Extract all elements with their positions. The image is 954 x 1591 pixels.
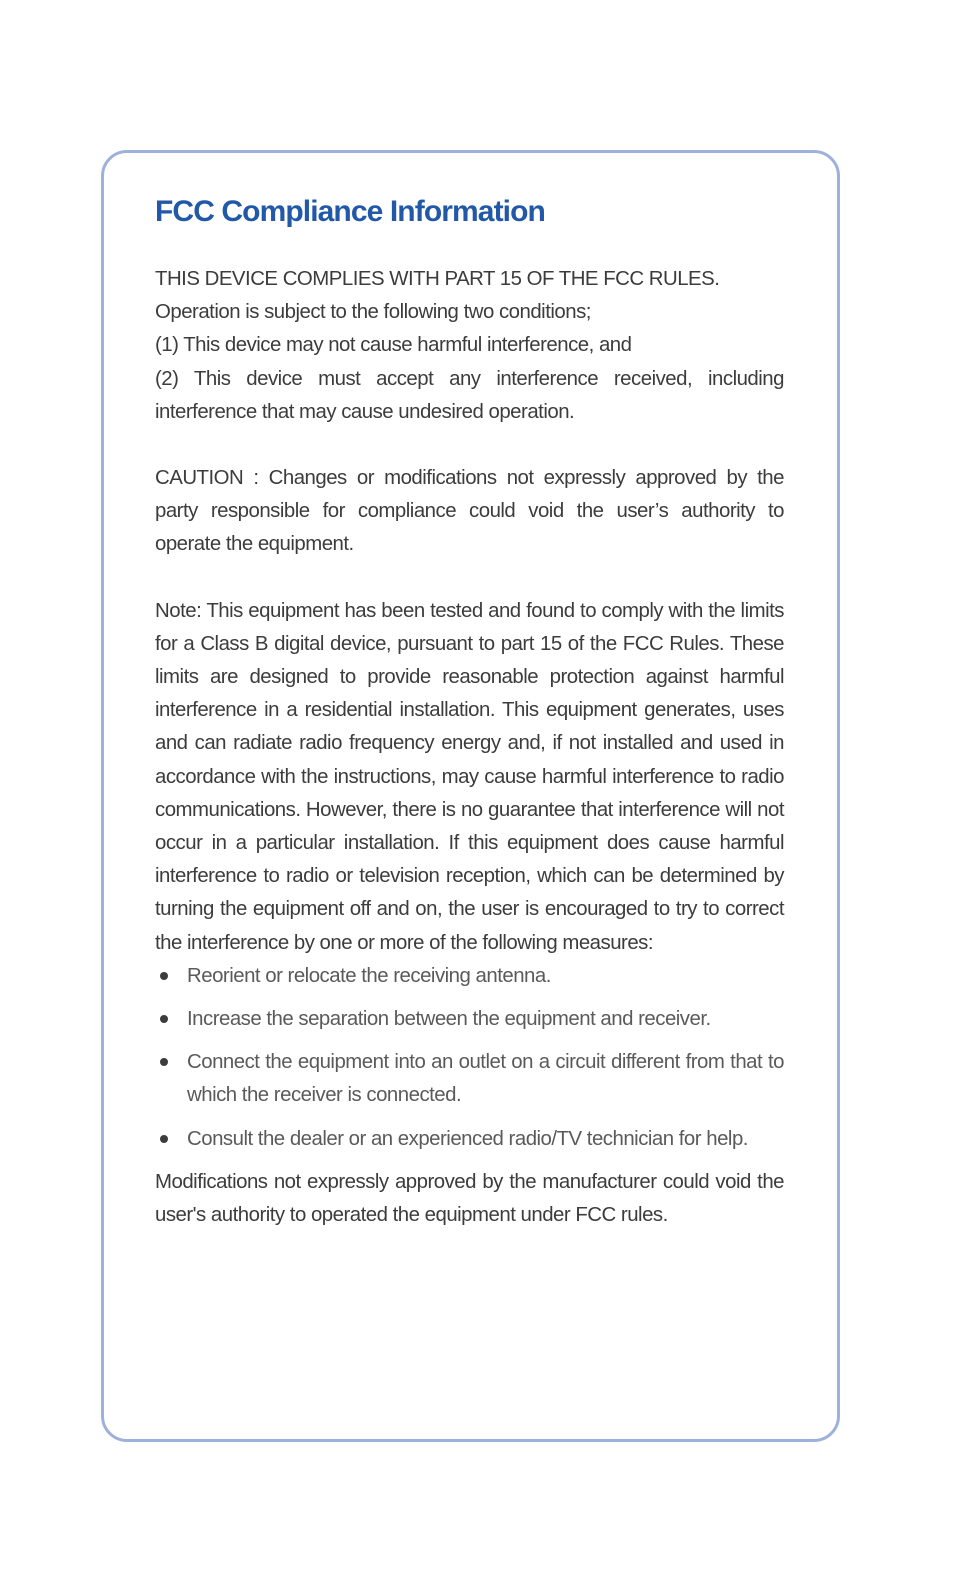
compliance-content [155,188,784,1232]
conditions-line-2: Operation is subject to the following two conditions; [155,301,591,324]
measure-text: Increase the separation between the equipment and receiver. [187,1008,711,1031]
bullet-icon [160,972,168,980]
conditions-line-3: (1) This device may not cause harmful interference, and [155,334,632,357]
list-item [155,1123,784,1156]
page-title: FCC Compliance Information [155,195,545,228]
list-item [155,1003,784,1036]
note-paragraph: Note: This equipment has been tested and found to comply with the limits for a Class B digital device, pursuant to part 15 of the FCC Rules. These limits are designed to provide reasonable protection against harmful interference in a residential installation. This equipment generates, uses and can radiate radio frequency energy and, if not installed and used in accordance with the instructions, may cause harmful interference to radio communications. However, there is no guarantee that interference will not occur in a particular installation. If this equipment does cause harmful interference to radio or television reception, which can be determined by turning the equipment off and on, the user is encouraged to try to correct the interference by one or more of the following measures: [155,599,784,954]
measure-text: Reorient or relocate the receiving antenna. [187,964,551,987]
measures-list [155,960,784,1156]
conditions-line-4: (2) This device must accept any interference received, including interference that may cause undesired operation. [155,367,784,423]
measure-text: Consult the dealer or an experienced radio/TV technician for help. [187,1127,748,1150]
list-item [155,1046,784,1112]
bullet-icon [160,1058,168,1066]
bullet-icon [160,1015,168,1023]
list-item [155,960,784,993]
measure-text: Connect the equipment into an outlet on a circuit different from that to which the receiver is connected. [187,1051,784,1107]
modifications-paragraph: Modifications not expressly approved by the manufacturer could void the user's authority to operated the equipment under FCC rules. [155,1170,784,1227]
caution-paragraph: CAUTION : Changes or modifications not expressly approved by the party responsible for compliance could void the user’s authority to operate the equipment. [155,467,784,556]
fcc-conditions [155,263,784,429]
conditions-line-1: THIS DEVICE COMPLIES WITH PART 15 OF THE FCC RULES. [155,268,720,290]
bullet-icon [160,1135,168,1143]
